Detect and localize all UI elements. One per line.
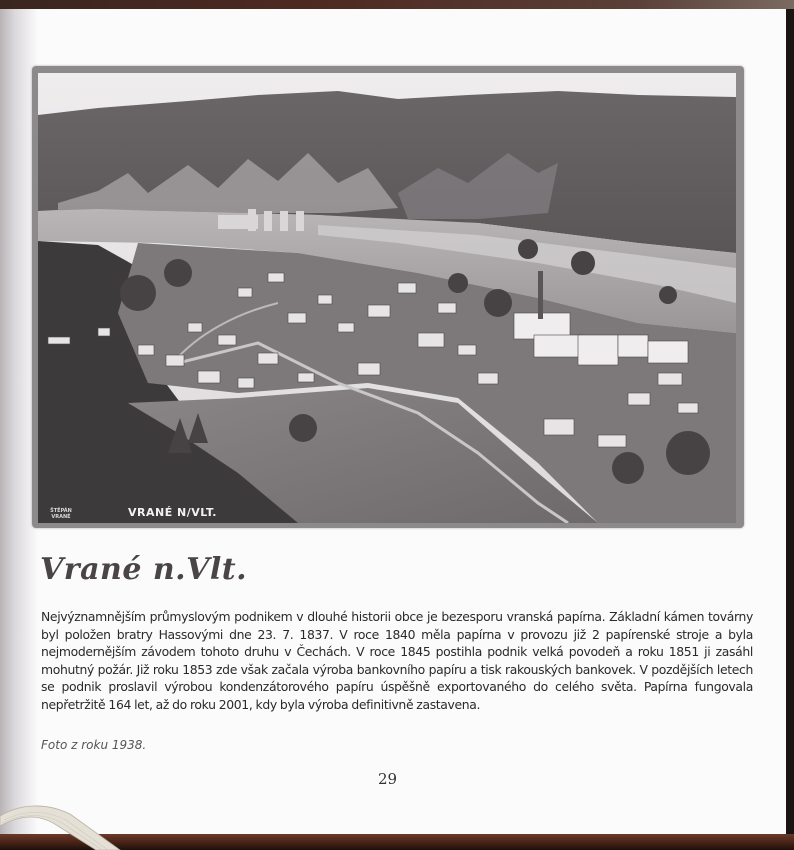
book-right-edge: [786, 9, 794, 850]
photo-location-stamp: VRANÉ N/VLT.: [128, 506, 217, 519]
photo-date-note: Foto z roku 1938.: [41, 738, 147, 752]
article-body: Nejvýznamnějším průmyslovým podnikem v dlouhé historii obce je bezesporu vranská papírna. Základní kámen továrny byl položen bratry Hassovými dne 23. 7. 1837. V roce 1840 měla papírna v provozu již 2 papírenské stroje a byla nejmodernějším závodem tohoto druhu v Čechách. V roce 1845 postihla podnik velká povodeň a roku 1851 ji zasáhl mohutný požár. Již roku 1853 zde však začala výroba bankovního papíru a tisk rakouských bankovek. V pozdějších letech se podnik proslavil výrobou kondenzátorového papíru úspěšně exportovaného do celého světa. Papírna fungovala nepřetržitě 164 let, až do roku 2001, kdy byla výroba definitivně zastavena.: [41, 609, 753, 712]
article-heading: Vrané n.Vlt.: [40, 552, 248, 587]
photo-frame: [32, 66, 744, 528]
photo-chimney: [538, 271, 543, 319]
page-number: 29: [378, 770, 398, 788]
photo-publisher-stamp: ŠTĚPÁN VRANÉ: [50, 508, 72, 520]
ribbon-strip: [0, 806, 120, 850]
historical-photo: [38, 73, 736, 523]
photo-illustration: [38, 73, 736, 523]
bookmark-ribbon: [0, 800, 200, 850]
